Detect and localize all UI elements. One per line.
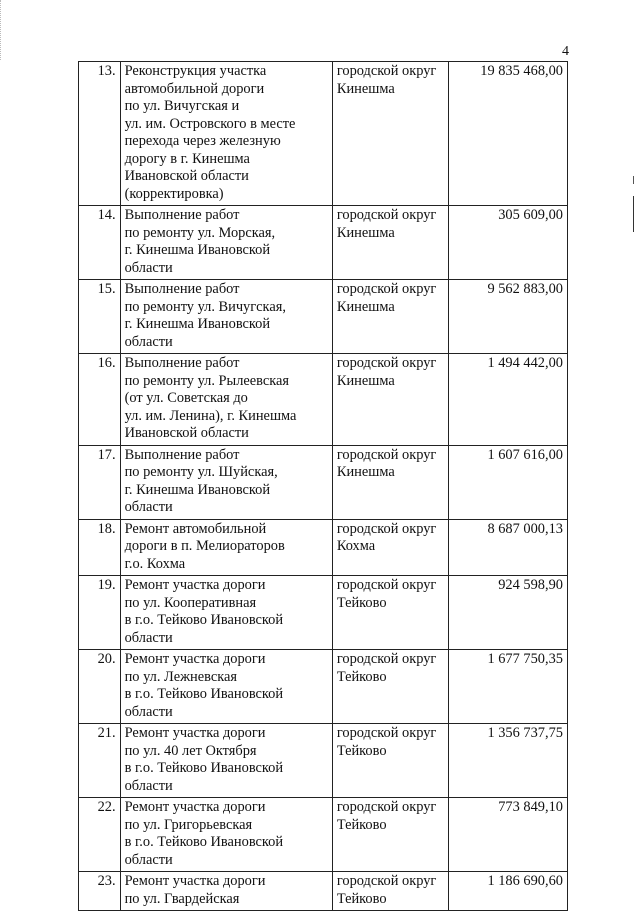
description-line: Выполнение работ: [124, 355, 240, 371]
description-line: в г.о. Тейково Ивановской: [124, 834, 284, 850]
municipality-line: городской округ: [336, 725, 437, 741]
description-line: Ремонт участка дороги: [124, 651, 266, 667]
row-number: 13.: [79, 62, 121, 206]
amount: 1 356 737,75: [449, 724, 568, 798]
description-line: области: [124, 499, 173, 515]
table-row: [79, 576, 568, 650]
description-line: перехода через железную: [124, 133, 281, 149]
municipality: [332, 519, 449, 576]
amount: 924 598,90: [449, 576, 568, 650]
table-row: [79, 798, 568, 872]
table-row: [79, 280, 568, 354]
municipality: [332, 576, 449, 650]
description-line: г. Кинешма Ивановской: [124, 481, 271, 498]
description-line: по ул. Гвардейская: [124, 890, 240, 907]
work-description: [120, 724, 332, 798]
table-row: [79, 724, 568, 798]
description-line: Ремонт автомобильной: [124, 520, 267, 537]
description-line: в г.о. Тейково Ивановской: [124, 612, 284, 628]
description-line: по ремонту ул. Морская,: [124, 224, 276, 241]
description-line: Ремонт участка дороги: [124, 577, 266, 593]
scan-edge-dots: [0, 0, 9, 60]
row-number: 21.: [79, 724, 121, 798]
description-line: автомобильной дороги: [124, 80, 265, 97]
description-line: по ул. Григорьевская: [124, 816, 253, 833]
description-line: дорогу в г. Кинешма: [124, 150, 250, 167]
row-number: 19.: [79, 576, 121, 650]
description-line: Реконструкция участка: [124, 63, 267, 79]
road-works-table: [78, 61, 568, 911]
municipality: [332, 206, 449, 280]
description-line: по ремонту ул. Рылеевская: [124, 372, 290, 389]
description-line: г. Кинешма Ивановской: [124, 316, 271, 332]
description-line: Ивановской области: [124, 425, 249, 441]
row-number: 20.: [79, 650, 121, 724]
municipality: [332, 724, 449, 798]
row-number: 18.: [79, 519, 121, 576]
municipality-line: Кинешма: [336, 464, 395, 480]
table-row: [79, 354, 568, 446]
municipality-line: городской округ: [336, 281, 437, 297]
amount: 1 607 616,00: [449, 445, 568, 519]
municipality-line: городской округ: [336, 207, 437, 223]
description-line: области: [124, 777, 173, 794]
municipality-line: городской округ: [336, 799, 437, 815]
row-number: 23.: [79, 872, 121, 911]
row-number: 16.: [79, 354, 121, 446]
description-line: в г.о. Тейково Ивановской: [124, 760, 284, 776]
amount: 1 494 442,00: [449, 354, 568, 446]
description-line: Ремонт участка дороги: [124, 725, 266, 741]
description-line: области: [124, 259, 173, 276]
work-description: [120, 519, 332, 576]
description-line: Ивановской области: [124, 168, 249, 184]
table-row: [79, 650, 568, 724]
row-number: 14.: [79, 206, 121, 280]
row-number: 22.: [79, 798, 121, 872]
amount: 19 835 468,00: [449, 62, 568, 206]
municipality: [332, 62, 449, 206]
description-line: Выполнение работ: [124, 446, 240, 463]
description-line: по ул. 40 лет Октября: [124, 742, 257, 759]
amount: 9 562 883,00: [449, 280, 568, 354]
municipality-line: городской округ: [336, 520, 437, 537]
work-description: [120, 576, 332, 650]
municipality: [332, 280, 449, 354]
municipality: [332, 445, 449, 519]
description-line: Ремонт участка дороги: [124, 799, 266, 815]
amount: 305 609,00: [449, 206, 568, 280]
description-line: ул. им. Ленина), г. Кинешма: [124, 407, 297, 424]
amount: 8 687 000,13: [449, 519, 568, 576]
description-line: области: [124, 703, 173, 720]
description-line: дороги в п. Мелиораторов: [124, 538, 285, 554]
description-line: г.о. Кохма: [124, 555, 186, 572]
municipality-line: Тейково: [336, 594, 387, 611]
work-description: [120, 206, 332, 280]
work-description: [120, 280, 332, 354]
description-line: области: [124, 629, 173, 646]
description-line: по ул. Кооперативная: [124, 594, 257, 611]
municipality-line: Кинешма: [336, 372, 395, 389]
work-description: [120, 445, 332, 519]
municipality: [332, 798, 449, 872]
description-line: ул. им. Островского в месте: [124, 115, 296, 132]
description-line: области: [124, 851, 173, 868]
municipality-line: городской округ: [336, 63, 437, 79]
municipality-line: Тейково: [336, 668, 387, 685]
description-line: по ул. Вичугская и: [124, 98, 240, 114]
municipality-line: Тейково: [336, 890, 387, 907]
municipality-line: городской округ: [336, 873, 437, 889]
description-line: Ремонт участка дороги: [124, 873, 266, 889]
table-row: [79, 206, 568, 280]
page-number: 4: [562, 44, 569, 59]
description-line: в г.о. Тейково Ивановской: [124, 686, 284, 702]
municipality-line: Кинешма: [336, 80, 395, 97]
description-line: (от ул. Советская до: [124, 390, 248, 406]
municipality-line: Кинешма: [336, 298, 395, 315]
description-line: по ремонту ул. Вичугская,: [124, 298, 286, 315]
work-description: [120, 62, 332, 206]
description-line: Выполнение работ: [124, 207, 240, 223]
scan-mark: [633, 176, 634, 184]
row-number: 17.: [79, 445, 121, 519]
description-line: области: [124, 333, 173, 350]
row-number: 15.: [79, 280, 121, 354]
work-description: [120, 354, 332, 446]
municipality: [332, 354, 449, 446]
amount: 1 186 690,60: [449, 872, 568, 911]
municipality-line: Кохма: [336, 538, 376, 554]
work-description: [120, 650, 332, 724]
municipality-line: Тейково: [336, 742, 387, 759]
description-line: (корректировка): [124, 185, 224, 202]
municipality-line: городской округ: [336, 446, 437, 463]
municipality-line: городской округ: [336, 577, 437, 593]
municipality: [332, 650, 449, 724]
amount: 1 677 750,35: [449, 650, 568, 724]
municipality-line: Кинешма: [336, 224, 395, 241]
table-row: [79, 445, 568, 519]
scan-mark: [633, 196, 634, 232]
table-row: [79, 519, 568, 576]
municipality-line: городской округ: [336, 651, 437, 667]
description-line: по ремонту ул. Шуйская,: [124, 464, 278, 480]
municipality-line: Тейково: [336, 816, 387, 833]
description-line: г. Кинешма Ивановской: [124, 242, 271, 258]
description-line: Выполнение работ: [124, 281, 240, 297]
municipality-line: городской округ: [336, 355, 437, 371]
work-description: [120, 798, 332, 872]
description-line: по ул. Лежневская: [124, 668, 238, 685]
table-row: [79, 62, 568, 206]
amount: 773 849,10: [449, 798, 568, 872]
